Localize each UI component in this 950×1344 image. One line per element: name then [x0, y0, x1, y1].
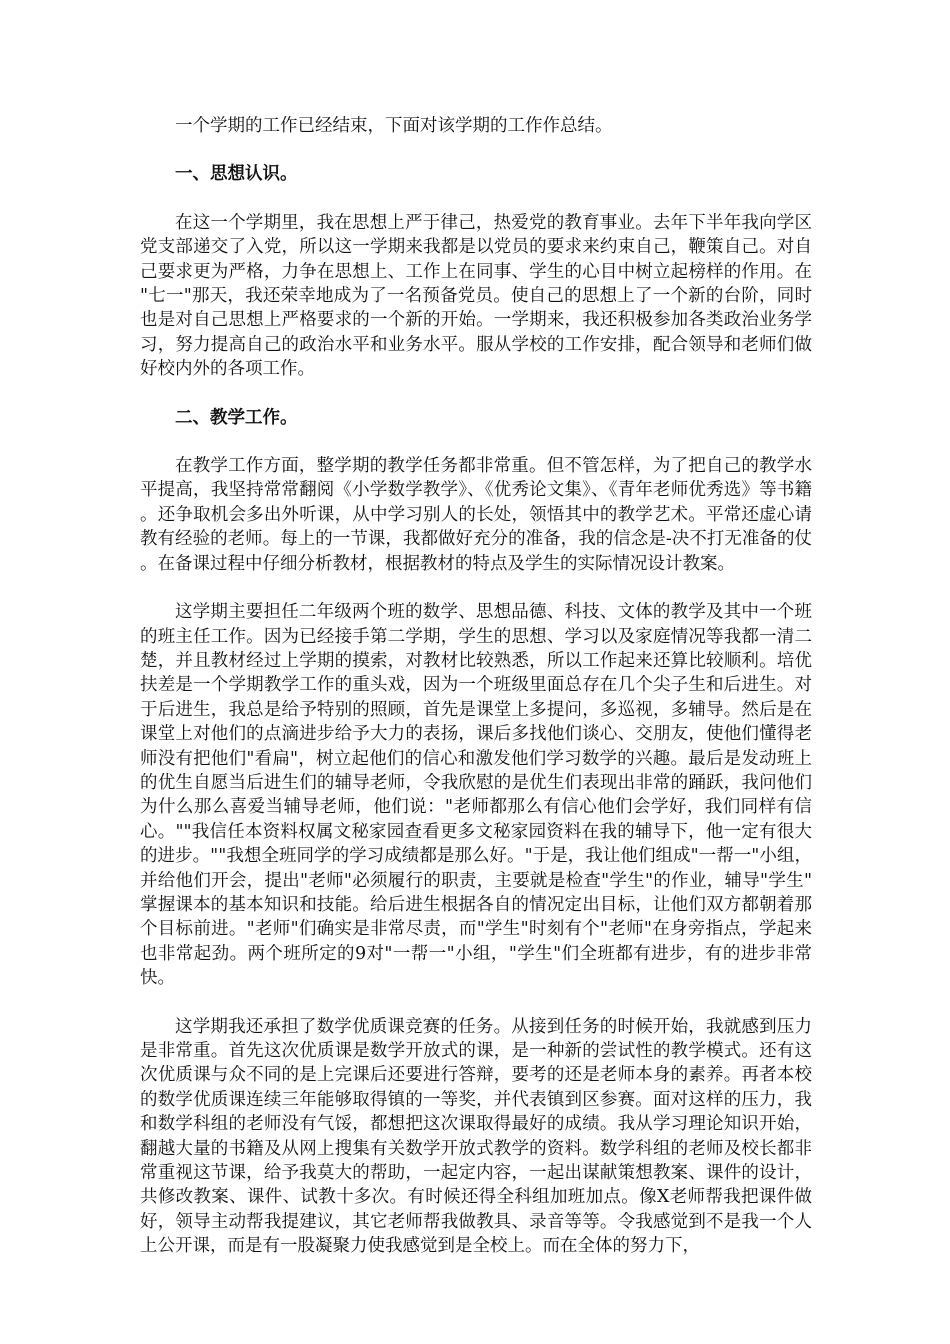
section-heading-ideology: 一、思想认识。	[175, 164, 298, 185]
document-body	[140, 114, 812, 1259]
teaching-paragraph-3: 这学期我还承担了数学优质课竞赛的任务。从接到任务的时候开始，我就感到压力是非常重。首先这次优质课是数学开放式的课，是一种新的尝试性的教学模式。还有这次优质课与众不同的是上完课后还要进行答辩，要考的还是老师本身的素养。再者本校的数学优质课连续三年能够取得镇的一等奖，并代表镇到区参赛。面对这样的压力，我和数学科组的老师没有气馁，都想把这次课取得最好的成绩。我从学习理论知识开始，翻越大量的书籍及从网上搜集有关数学开放式教学的资料。数学科组的老师及校长都非常重视这节课，给予我莫大的帮助，一起定内容，一起出谋献策想教案、课件的设计，共修改教案、课件、试教十多次。有时候还得全科组加班加点。像X老师帮我把课件做好，领导主动帮我提建议，其它老师帮我做教具、录音等等。令我感觉到不是我一个人上公开课，而是有一股凝聚力使我感觉到是全校上。而在全体的努力下，	[140, 1016, 812, 1257]
teaching-paragraph-1: 在教学工作方面，整学期的教学任务都非常重。但不管怎样，为了把自己的教学水平提高，我坚持常常翻阅《小学数学教学》、《优秀论文集》、《青年老师优秀选》等书籍。还争取机会多出外听课，从中学习别人的长处，领悟其中的教学艺术。平常还虚心请教有经验的老师。每上的一节课，我都做好充分的准备，我的信念是-决不打无准备的仗。在备课过程中仔细分析教材，根据教材的特点及学生的实际情况设计教案。	[140, 456, 812, 574]
ideology-paragraph: 在这一个学期里，我在思想上严于律己，热爱党的教育事业。去年下半年我向学区党支部递交了入党，所以这一学期来我都是以党员的要求来约束自己，鞭策自己。对自己要求更为严格，力争在思想上、工作上在同事、学生的心目中树立起榜样的作用。在"七一"那天，我还荣幸地成为了一名预备党员。使自己的思想上了一个新的台阶，同时也是对自己思想上严格要求的一个新的开始。一学期来，我还积极参加各类政治业务学习，努力提高自己的政治水平和业务水平。服从学校的工作安排，配合领导和老师们做好校内外的各项工作。	[140, 212, 812, 380]
intro-paragraph: 一个学期的工作已经结束，下面对该学期的工作作总结。	[175, 116, 613, 136]
section-heading-teaching: 二、教学工作。	[175, 407, 298, 428]
teaching-paragraph-2: 这学期主要担任二年级两个班的数学、思想品德、科技、文体的教学及其中一个班的班主任工作。因为已经接手第二学期，学生的思想、学习以及家庭情况等我都一清二楚，并且教材经过上学期的摸索，对教材比较熟悉，所以工作起来还算比较顺利。培优扶差是一个学期教学工作的重头戏，因为一个班级里面总存在几个尖子生和后进生。对于后进生，我总是给予特别的照顾，首先是课堂上多提问，多巡视，多辅导。然后是在课堂上对他们的点滴进步给予大力的表扬，课后多找他们谈心、交朋友，使他们懂得老师没有把他们"看扁"，树立起他们的信心和激发他们学习数学的兴趣。最后是发动班上的优生自愿当后进生们的辅导老师，令我欣慰的是优生们表现出非常的踊跃，我问他们为什么那么喜爱当辅导老师，他们说："老师都那么有信心他们会学好，我们同样有信心。""我信任本资料权属文秘家园查看更多文秘家园资料在我的辅导下，他一定有很大的进步。""我想全班同学的学习成绩都是那么好。"于是，我让他们组成"一帮一"小组，并给他们开会，提出"老师"必须履行的职责，主要就是检查"学生"的作业，辅导"学生"掌握课本的基本知识和技能。给后进生根据各自的情况定出目标，让他们双方都朝着那个目标前进。"老师"们确实是非常尽责，而"学生"时刻有个"老师"在身旁指点，学起来也非常起劲。两个班所定的9对"一帮一"小组，"学生"们全班都有进步，有的进步非常快。	[140, 602, 812, 989]
